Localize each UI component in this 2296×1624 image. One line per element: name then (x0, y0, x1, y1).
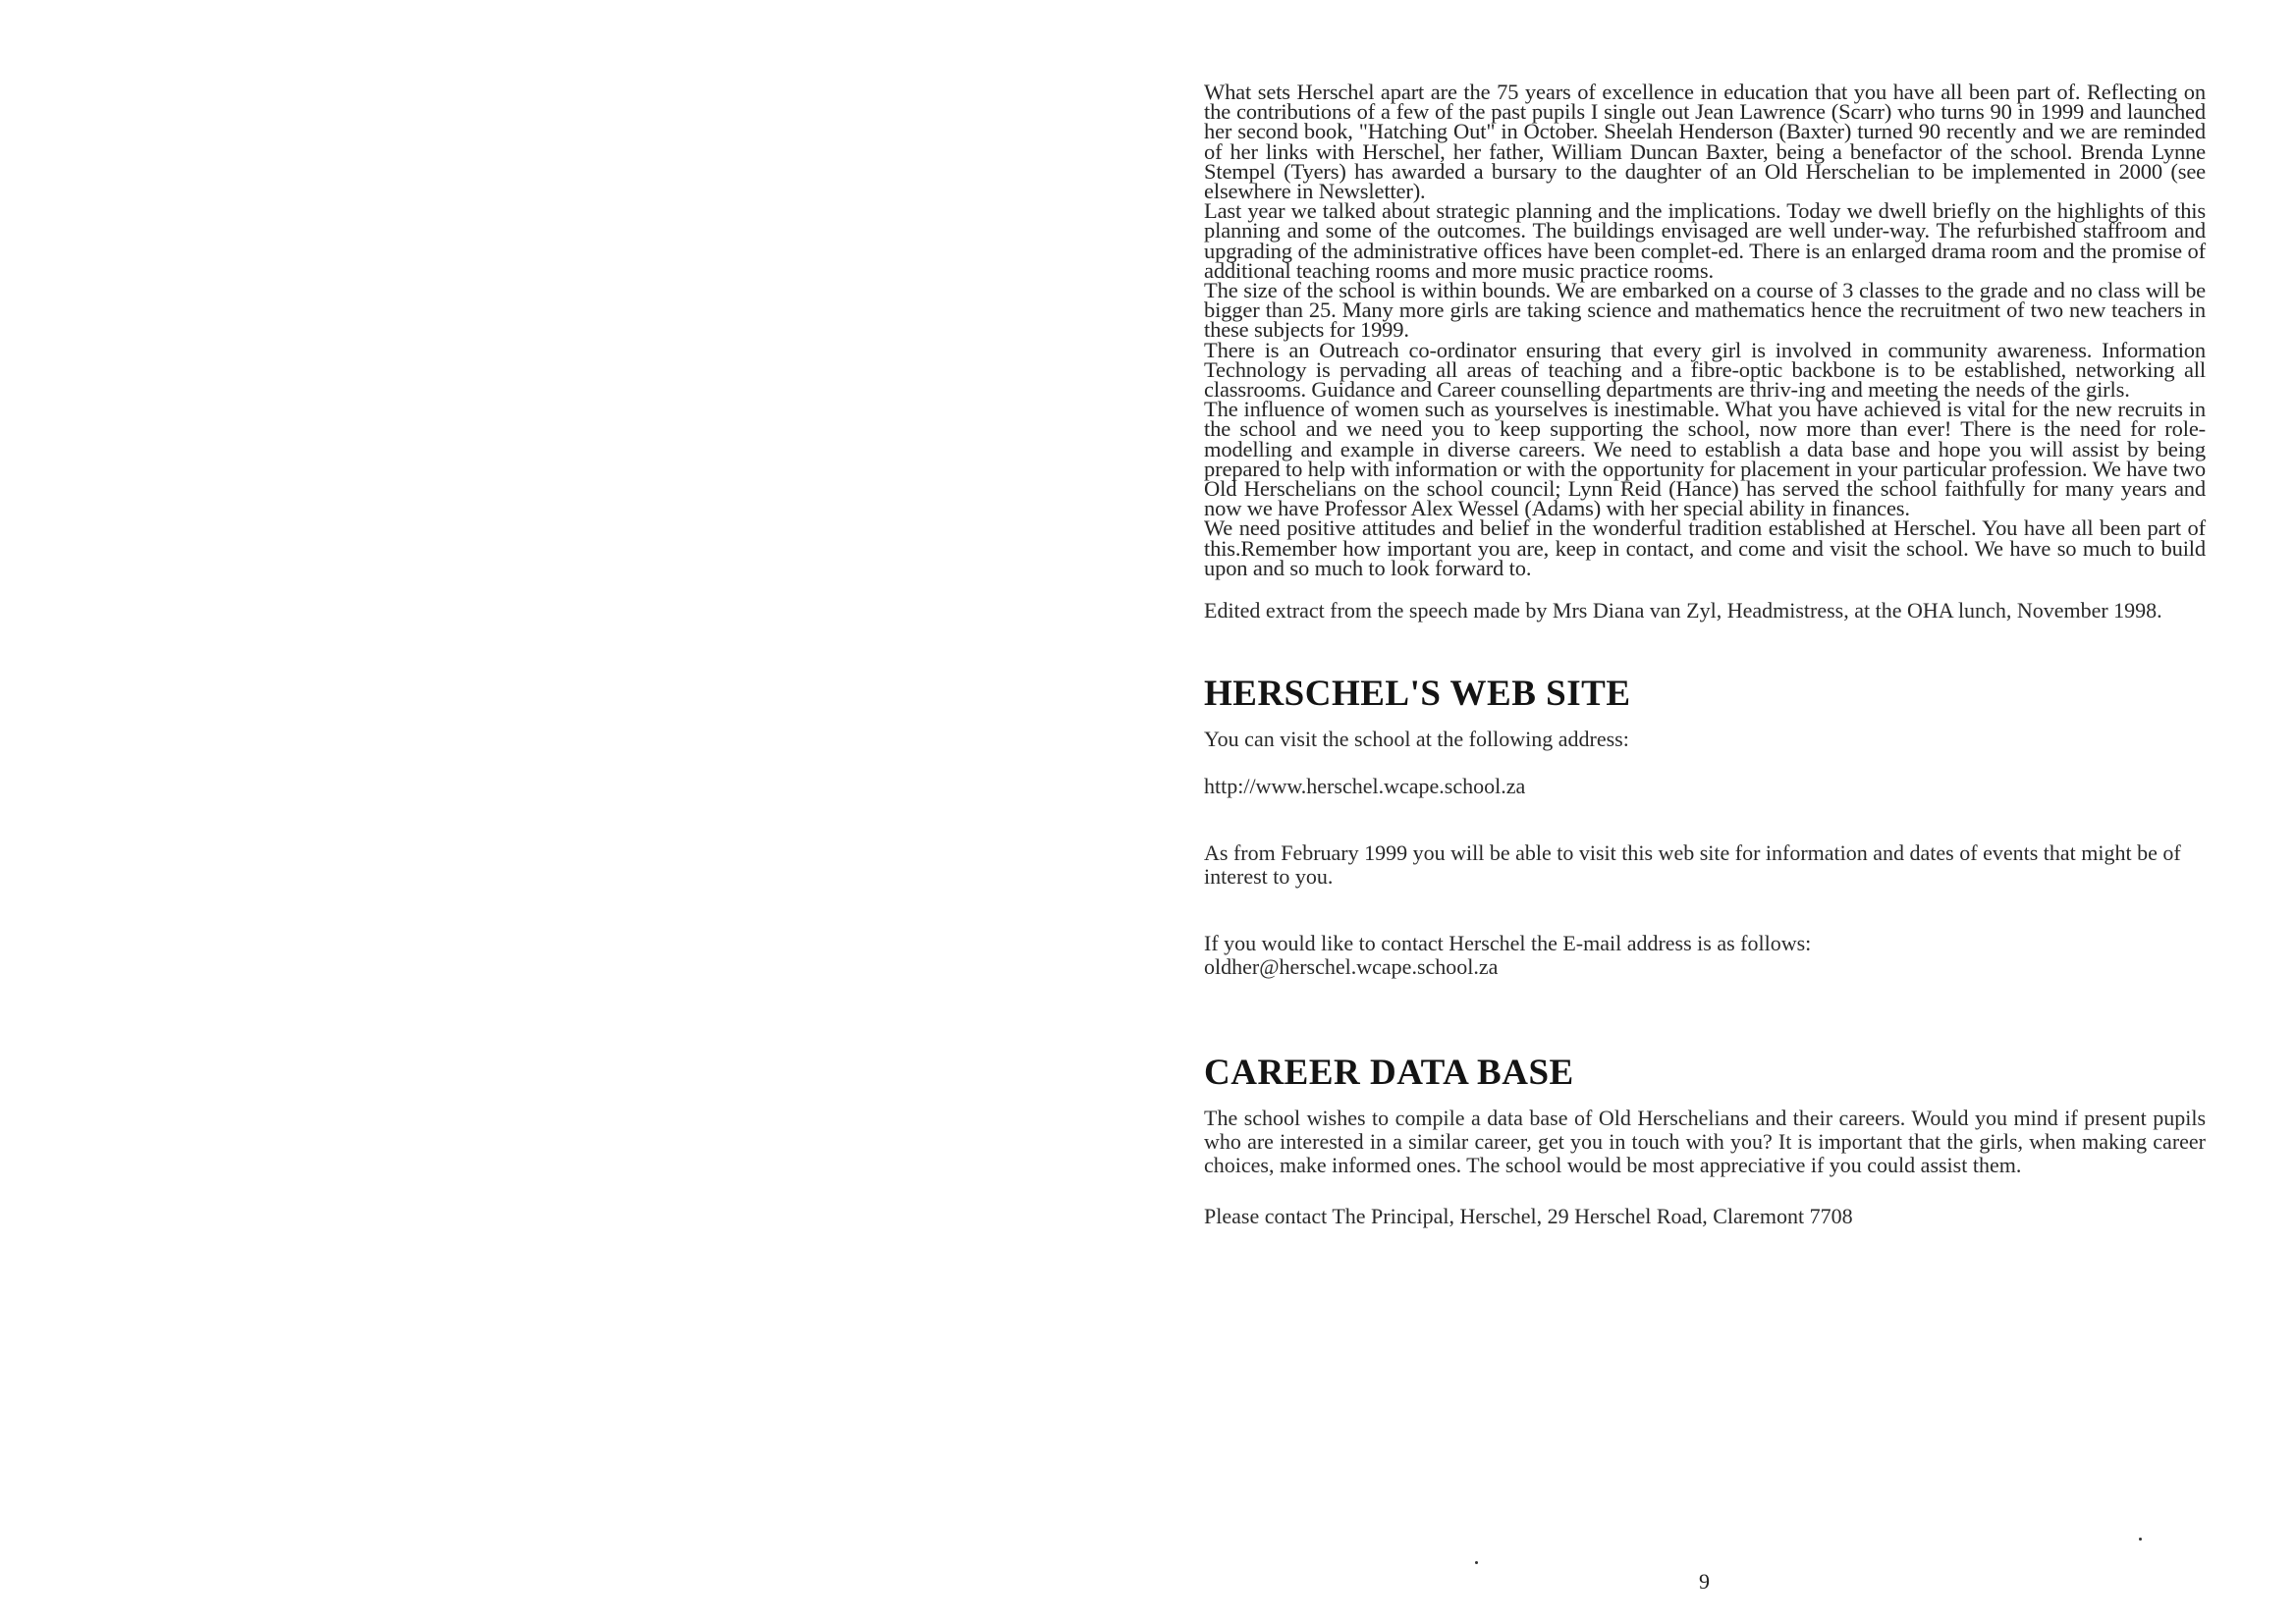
speck-mark (1475, 1561, 1478, 1564)
speck-mark (2139, 1538, 2142, 1541)
paragraph-school-size: The size of the school is within bounds. We are embarked on a course of 3 classes to the grade and no class will be bigger than 25. Many more girls are taking science and mathematics hence the recruitment of two new teachers in these subjects for 1999. (1204, 278, 2206, 343)
email-block (1204, 932, 2206, 979)
career-heading: CAREER DATA BASE (1204, 1053, 1574, 1094)
web-site-february-note: As from February 1999 you will be able to visit this web site for information and dates of events that might be of interest to you. (1204, 840, 2181, 890)
paragraph-heritage: What sets Herschel apart are the 75 years of excellence in education that you have all been part of. Reflecting on the contributions of a few of the past pupils I single out Jean Lawrence (Scarr) who turns 90 in 1999 and launched her second book, "Hatching Out" in October. Sheelah Henderson (Baxter) turned 90 recently and we are reminded of her links with Herschel, her father, William Duncan Baxter, being a benefactor of the school. Brenda Lynne Stempel (Tyers) has awarded a bursary to the daughter of an Old Herschelian to be implemented in 2000 (see elsewhere in Newsletter). (1204, 80, 2206, 204)
newsletter-page (1204, 82, 2206, 1228)
email-address[interactable]: oldher@herschel.wcape.school.za (1204, 954, 1499, 980)
web-site-intro: You can visit the school at the following address: (1204, 727, 1629, 752)
career-body: The school wishes to compile a data base of Old Herschelians and their careers. Would you mind if present pupils who are interested in a similar career, get you in touch with you? It is important that the girls, when making career choices, make informed ones. The school would be most appreciative if you could assist them. (1204, 1106, 2206, 1178)
email-intro: If you would like to contact Herschel the E-mail address is as follows: (1204, 931, 1812, 956)
speech-attribution: Edited extract from the speech made by Mrs Diana van Zyl, Headmistress, at the OHA lunch, November 1998. (1204, 598, 2162, 623)
paragraph-strategic-planning: Last year we talked about strategic planning and the implications. Today we dwell briefly on the highlights of this planning and some of the outcomes. The buildings envisaged are well under-way. The refurbished staffroom and upgrading of the administrative offices have been complet-ed. There is an enlarged drama room and the promise of additional teaching rooms and more music practice rooms. (1204, 198, 2206, 283)
web-site-heading: HERSCHEL'S WEB SITE (1204, 674, 1631, 715)
paragraph-closing: We need positive attitudes and belief in the wonderful tradition established at Herschel. You have all been part of this.Remember how important you are, keep in contact, and come and visit the school. We have so much to build upon and so much to look forward to. (1204, 515, 2206, 580)
speech-extract-body (1204, 82, 2206, 578)
web-site-url[interactable]: http://www.herschel.wcape.school.za (1204, 774, 1526, 799)
career-contact: Please contact The Principal, Herschel, 29 Herschel Road, Claremont 7708 (1204, 1204, 1853, 1229)
paragraph-influence: The influence of women such as yourselves is inestimable. What you have achieved is vital for the new recruits in the school and we need you to keep supporting the school, now more than ever! There is the need for role-modelling and example in diverse careers. We need to establish a data base and hope you will assist by being prepared to help with information or with the opportunity for placement in your particular profession. We have two Old Herschelians on the school council; Lynn Reid (Hance) has served the school faithfully for many years and now we have Professor Alex Wessel (Adams) with her special ability in finances. (1204, 397, 2206, 521)
page-number: 9 (1699, 1569, 1710, 1594)
paragraph-outreach: There is an Outreach co-ordinator ensuring that every girl is involved in community awareness. Information Technology is pervading all areas of teaching and a fibre-optic backbone is to be established, networking all classrooms. Guidance and Career counselling departments are thriv-ing and meeting the needs of the girls. (1204, 337, 2206, 403)
